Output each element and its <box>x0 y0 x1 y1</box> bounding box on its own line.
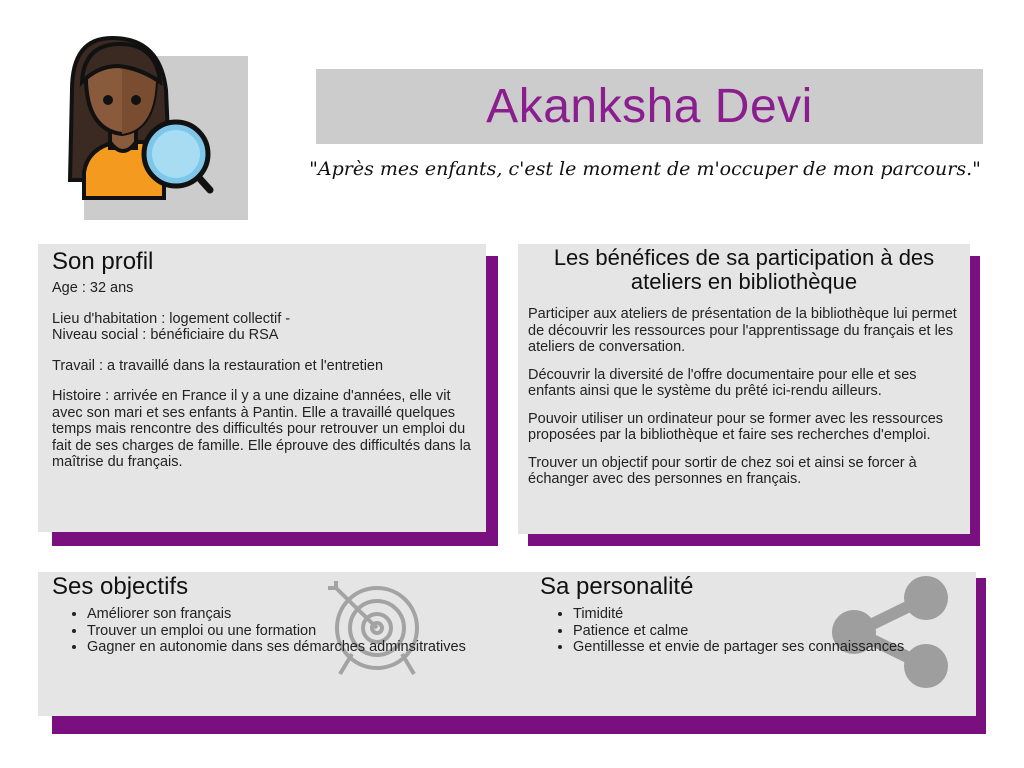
persona-name: Akanksha Devi <box>486 80 813 133</box>
list-item: • Patience et calme <box>573 623 1003 640</box>
profile-habitation: Lieu d'habitation : logement collectif - <box>52 310 291 327</box>
profile-habitation-block <box>52 311 472 344</box>
benefits-paragraph: Trouver un objectif pour sortir de chez soi et ainsi se forcer à échanger avec des personnes en français. <box>528 454 917 487</box>
profile-histoire: Histoire : arrivée en France il y a une dizaine d'années, elle vit avec son mari et ses enfants à Pantin. Elle a travaillé quelques temps mais rencontre des difficultés pour retrouver un emploi du fait de ses charges de famille. Elle éprouve des difficultés dans la maîtrise du français. <box>52 388 471 470</box>
list-item: • Trouver un emploi ou une formation <box>87 623 467 640</box>
list-item: • Améliorer son français <box>87 606 467 623</box>
benefits-paragraph: Découvrir la diversité de l'offre documentaire pour elle et ses enfants ainsi que le système du prêté ici-rendu ailleurs. <box>528 366 917 399</box>
list-item: • Timidité <box>573 606 1003 623</box>
personality-list <box>538 606 1003 656</box>
list-item: • Gagner en autonomie dans ses démarches adminsitratives <box>87 639 467 656</box>
benefits-paragraph: Pouvoir utiliser un ordinateur pour se former avec les ressources proposées par la bibliothèque et faire ses recherches d'emploi. <box>528 410 944 443</box>
profile-travail: Travail : a travaillé dans la restauration et l'entretien <box>52 357 384 374</box>
profile-niveau: Niveau social : bénéficiaire du RSA <box>52 327 279 343</box>
persona-quote: "Après mes enfants, c'est le moment de m'occuper de mon parcours." <box>309 158 981 180</box>
personality-title: Sa personalité <box>540 573 694 600</box>
profile-age: Age : 32 ans <box>52 280 134 296</box>
benefits-card <box>518 244 970 534</box>
benefits-paragraph: Participer aux ateliers de présentation de la bibliothèque lui permet de découvrir les ressources pour l'apprentissage du français et les ateliers de conversation. <box>528 306 957 355</box>
benefits-title: Les bénéfices de sa participation à des ateliers en bibliothèque <box>553 245 935 294</box>
list-item: • Gentillesse et envie de partager ses connaissances <box>573 639 1003 656</box>
profile-card <box>38 244 486 532</box>
avatar-woman-magnifier-icon <box>60 30 230 200</box>
objectives-title: Ses objectifs <box>52 573 189 600</box>
profile-title: Son profil <box>52 248 154 275</box>
objectives-list <box>52 606 467 656</box>
